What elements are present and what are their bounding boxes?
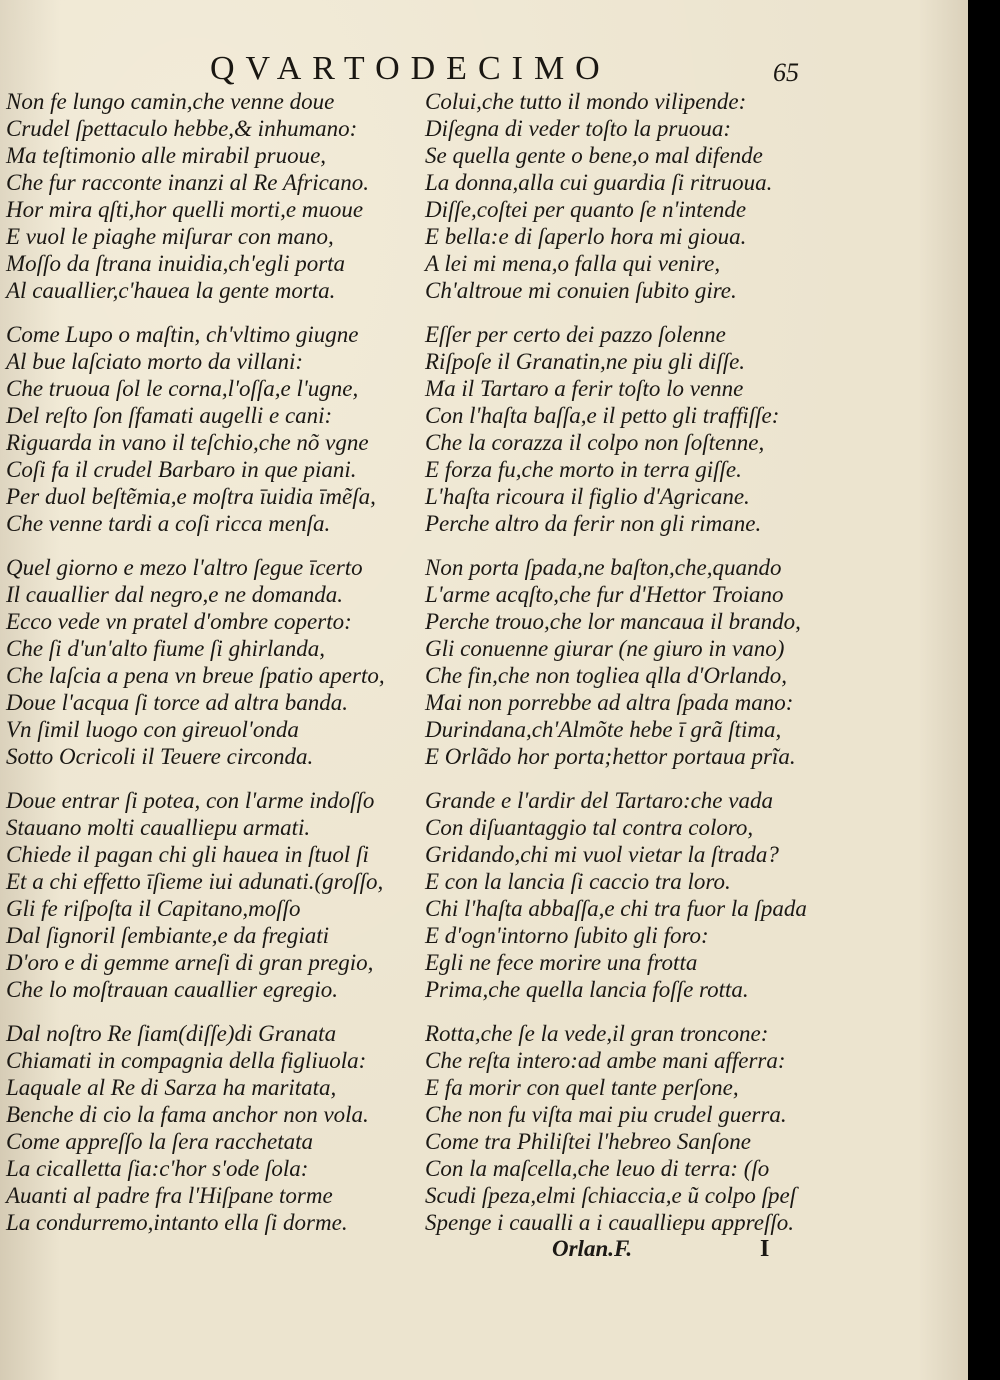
verse-line: Grande e l'ardir del Tartaro:che vada (425, 788, 773, 813)
verse-line: Che lo moſtrauan cauallier egregio. (6, 977, 338, 1002)
verse-line: E Orlãdo hor porta;hettor portaua prĩa. (425, 744, 796, 769)
verse-line: Rotta,che ſe la vede,il gran troncone: (425, 1021, 769, 1046)
stanza (425, 321, 845, 537)
verse-line: Con la maſcella,che leuo di terra: (ſo (425, 1156, 770, 1181)
verse-line: Mai non porrebbe ad altra ſpada mano: (425, 690, 794, 715)
verse-line: Al bue laſciato morto da villani: (6, 349, 304, 374)
verse-line: Come Lupo o maſtin, ch'vltimo giugne (6, 322, 359, 347)
verse-line: Hor mira qſti,hor quelli morti,e muoue (6, 197, 364, 222)
verse-line: Scudi ſpeza,elmi ſchiaccia,e ũ colpo ſpeſ (425, 1183, 797, 1208)
verse-line: Perche trouo,che lor mancaua il brando, (425, 609, 801, 634)
stanza (6, 787, 416, 1003)
verse-line: Con diſuantaggio tal contra coloro, (425, 815, 754, 840)
verse-line: Che fin,che non togliea qlla d'Orlando, (425, 663, 788, 688)
verse-line: D'oro e di gemme arneſi di gran pregio, (6, 950, 374, 975)
stanza (425, 554, 845, 770)
verse-line: E vuol le piaghe miſurar con mano, (6, 224, 334, 249)
verse-line: Come appreſſo la ſera racchetata (6, 1129, 314, 1154)
verse-line: Se quella gente o bene,o mal difende (425, 143, 763, 168)
verse-line: Ma il Tartaro a ferir toſto lo venne (425, 376, 744, 401)
verse-line: Spenge i caualli a i caualliери appreſſo. (425, 1210, 794, 1235)
verse-line: E d'ogn'intorno ſubito gli foro: (425, 923, 709, 948)
verse-line: Doue entrar ſi potea, con l'arme indoſſo (6, 788, 375, 813)
verse-line: A lei mi mena,o falla qui venire, (425, 251, 721, 276)
verse-line: Prima,che quella lancia foſſe rotta. (425, 977, 749, 1002)
verse-line: E fa morir con quel tante perſone, (425, 1075, 739, 1100)
verse-line: Ecco vede vn pratel d'ombre coperto: (6, 609, 352, 634)
stanza (425, 787, 845, 1003)
folio-number: 65 (773, 58, 799, 87)
verse-line: Ma teſtimonio alle mirabil pruoue, (6, 143, 327, 168)
verse-line: Diſſe,coſtei per quanto ſe n'intende (425, 197, 747, 222)
verse-line: Che fur racconte inanzi al Re Africano. (6, 170, 370, 195)
verse-line: Doue l'acqua ſi torce ad altra banda. (6, 690, 349, 715)
stanza (425, 88, 845, 304)
verse-line: Moſſo da ſtrana inuidia,ch'egli porta (6, 251, 346, 276)
verse-line: Auanti al padre fra l'Hiſpane torme (6, 1183, 333, 1208)
verse-line: Egli ne fece morire una frotta (425, 950, 698, 975)
running-title: QVARTODECIMO (210, 50, 611, 87)
verse-line: Laquale al Re di Sarza ha maritata, (6, 1075, 337, 1100)
verse-line: Riſpoſe il Granatin,ne piu gli diſſe. (425, 349, 746, 374)
verse-line: Et a chi effetto īſieme iui adunati.(groſſo, (6, 869, 384, 894)
verse-line: Benche di cio la fama anchor non vola. (6, 1102, 369, 1127)
stanza (6, 88, 416, 304)
verse-line: Non porta ſpada,ne baſton,che,quando (425, 555, 782, 580)
verse-line: Che non fu viſta mai piu crudel guerra. (425, 1102, 787, 1127)
verse-line: Durindana,ch'Almõte hebe ī grã ſtima, (425, 717, 782, 742)
catchword: Orlan.F. (552, 1236, 633, 1261)
verse-line: Crudel ſpettaculo hebbe,& inhumano: (6, 116, 358, 141)
verse-line: E con la lancia ſi caccio tra loro. (425, 869, 731, 894)
scan-border (968, 0, 1000, 1380)
verse-line: Chi l'haſta abbaſſa,e chi tra fuor la ſpada (425, 896, 807, 921)
verse-line: Chiamati in compagnia della figliuola: (6, 1048, 367, 1073)
verse-line: La cicalletta ſia:c'hor s'ode ſola: (6, 1156, 309, 1181)
verse-line: La donna,alla cui guardia ſi ritruoua. (425, 170, 773, 195)
verse-line: Gli conuenne giurar (ne giuro in vano) (425, 636, 785, 661)
verse-line: Per duol beſtẽmia,e moſtra īuidia īmẽſa, (6, 484, 376, 509)
stanza (425, 1020, 845, 1236)
signature-mark: I (760, 1236, 770, 1262)
verse-line: Eſſer per certo dei pazzo ſolenne (425, 322, 726, 347)
verse-line: Ch'altroue mi conuien ſubito gire. (425, 278, 737, 303)
verse-line: Non fe lungo camin,che venne doue (6, 89, 335, 114)
verse-line: L'haſta ricoura il figlio d'Agricane. (425, 484, 750, 509)
verse-line: L'arme acqſto,che fur d'Hettor Troiano (425, 582, 784, 607)
verse-line: Stauano molti caualliери armati. (6, 815, 311, 840)
verse-line: Che truoua ſol le corna,l'oſſa,e l'ugne, (6, 376, 359, 401)
verse-line: Con l'haſta baſſa,e il petto gli traffiſſe: (425, 403, 780, 428)
verse-line: Del reſto ſon ſfamati augelli e cani: (6, 403, 333, 428)
verse-line: Quel giorno e mezo l'altro ſegue īcerto (6, 555, 363, 580)
verse-line: Riguarda in vano il teſchio,che nõ vgne (6, 430, 369, 455)
verse-line: Perche altro da ferir non gli rimane. (425, 511, 762, 536)
stanza (6, 554, 416, 770)
verse-line: Che laſcia a pena vn breue ſpatio aperto, (6, 663, 385, 688)
verse-line: Vn ſimil luogo con gireuol'onda (6, 717, 299, 742)
stanza (6, 321, 416, 537)
verse-line: Sotto Ocricoli il Teuere circonda. (6, 744, 314, 769)
verse-line: Gli fe riſpoſta il Capitano,moſſo (6, 896, 301, 921)
verse-line: E bella:e di ſaperlo hora mi gioua. (425, 224, 747, 249)
verse-line: Il cauallier dal negro,e ne domanda. (6, 582, 344, 607)
stanza (6, 1020, 416, 1236)
verse-line: Gridando,chi mi vuol vietar la ſtrada? (425, 842, 779, 867)
verse-line: Che reſta intero:ad ambe mani afferra: (425, 1048, 786, 1073)
verse-line: Coſi fa il crudel Barbaro in que piani. (6, 457, 357, 482)
verse-line: Come tra Philiſtei l'hebreo Sanſone (425, 1129, 752, 1154)
verse-line: Dal noſtro Re ſiam(diſſe)di Granata (6, 1021, 337, 1046)
verse-line: E forza fu,che morto in terra giſſe. (425, 457, 742, 482)
verse-line: Dal ſignoril ſembiante,e da fregiati (6, 923, 330, 948)
verse-line: Chiede il pagan chi gli hauea in ſtuol ſi (6, 842, 369, 867)
verse-line: Che venne tardi a coſi ricca menſa. (6, 511, 331, 536)
verse-line: Al cauallier,c'hauea la gente morta. (6, 278, 336, 303)
verse-line: La condurremo,intanto ella ſi dorme. (6, 1210, 348, 1235)
verse-line: Colui,che tutto il mondo vilipende: (425, 89, 747, 114)
verse-line: Diſegna di veder toſto la pruoua: (425, 116, 731, 141)
verse-line: Che la corazza il colpo non ſoſtenne, (425, 430, 765, 455)
verse-line: Che ſi d'un'alto fiume ſi ghirlanda, (6, 636, 326, 661)
